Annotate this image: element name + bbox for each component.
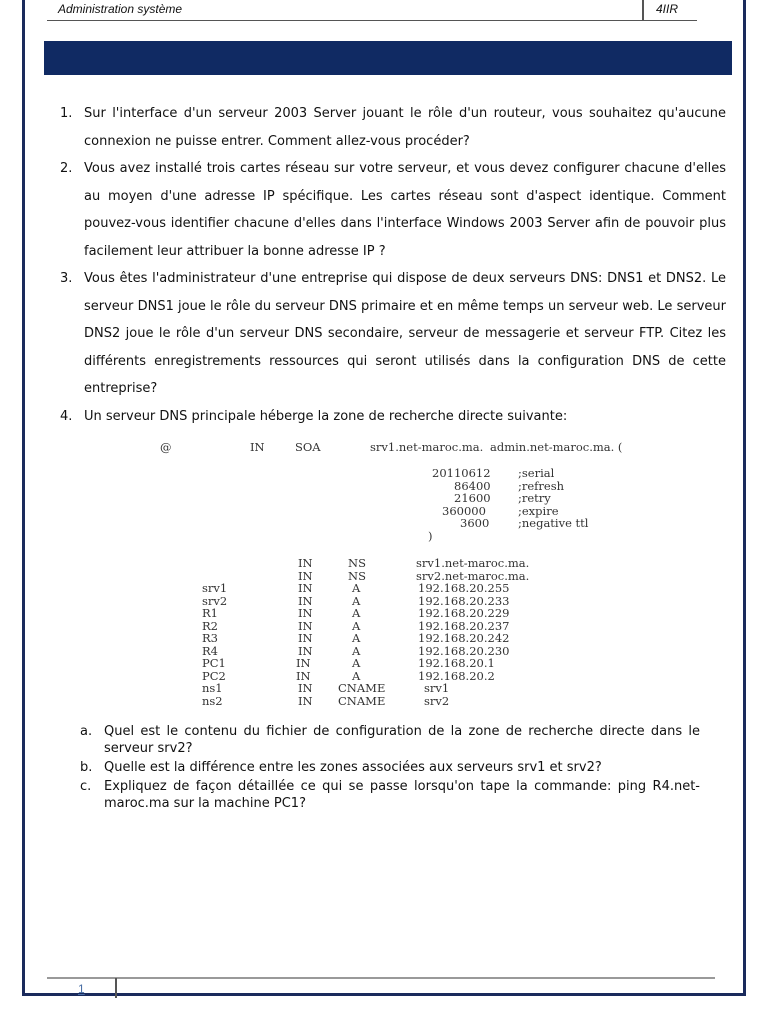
question-number: 1.: [60, 106, 73, 121]
record-data: srv2.net-maroc.ma.: [416, 568, 530, 583]
subquestion-label: b.: [80, 760, 93, 775]
question-text: Sur l'interface d'un serveur 2003 Server jouant le rôle d'un routeur, vous souhaitez qu'aucune connexion ne puisse entrer. Comment allez-vous procéder?: [84, 106, 726, 149]
soa-close-paren: ): [428, 529, 433, 543]
record-type: NS: [348, 556, 366, 570]
subquestion-label: c.: [80, 779, 92, 794]
record-class: IN: [298, 593, 313, 608]
soa-serial-value: 20110612: [432, 466, 491, 480]
title-banner: [44, 41, 732, 75]
question-number: 4.: [60, 408, 73, 424]
question-text: Vous avez installé trois cartes réseau sur votre serveur, et vous devez configurer chacune d'elles au moyen d'une adresse IP spécifique. Les cartes réseau sont d'aspect identique. Comment pouvez-vous identifier chacune d'elles dans l'interface Windows 2003 Server afin de pouvoir plus facilement leur attribuer la bonne adresse IP ?: [84, 161, 726, 259]
record-name: ns1: [202, 681, 223, 695]
question-text: Vous êtes l'administrateur d'une entreprise qui dispose de deux serveurs DNS: DNS1 et DNS2. Le serveur DNS1 joue le rôle du serveur DNS primaire et en même temps un serveur web. Le serveur DNS2 joue le rôle d'un serveur DNS secondaire, serveur de messagerie et serveur FTP. Citez les différents enregistrements ressources qui seront utilisés dans la configuration DNS de cette entreprise?: [84, 271, 726, 396]
soa-expire-value: 360000: [442, 503, 486, 518]
soa-retry-value: 21600: [454, 491, 491, 505]
footer-divider: [115, 978, 117, 998]
record-type: A: [352, 606, 361, 620]
record-name: PC2: [202, 668, 226, 683]
record-name: srv1: [202, 581, 228, 595]
record-class: IN: [298, 568, 313, 583]
record-type: CNAME: [338, 693, 386, 708]
record-data: 192.168.20.229: [418, 606, 510, 620]
record-class: IN: [298, 631, 313, 645]
record-type: A: [352, 631, 361, 645]
page-number[interactable]: 1: [78, 982, 85, 996]
header-divider: [642, 0, 644, 21]
record-class: IN: [298, 681, 313, 695]
record-type: A: [352, 618, 361, 633]
soa-type: SOA: [295, 440, 321, 454]
subquestion-label: a.: [80, 724, 93, 739]
record-data: 192.168.20.233: [418, 593, 510, 608]
soa-refresh-comment: ;refresh: [518, 478, 565, 493]
subquestion-list: [80, 723, 700, 814]
record-name: PC1: [202, 656, 226, 670]
header-rule: [47, 20, 697, 21]
record-type: A: [352, 593, 361, 608]
question-list: [60, 100, 726, 430]
record-type: A: [352, 581, 361, 595]
record-class: IN: [298, 606, 313, 620]
soa-ttl-value: 3600: [460, 516, 490, 530]
record-type: CNAME: [338, 681, 386, 695]
record-class: IN: [298, 618, 313, 633]
record-data: 192.168.20.255: [418, 581, 510, 595]
question-text: Un serveur DNS principale héberge la zone de recherche directe suivante:: [84, 408, 568, 424]
record-data: 192.168.20.237: [418, 618, 510, 633]
question-number: 2.: [60, 161, 73, 176]
question-item: [60, 403, 726, 431]
record-type: A: [352, 668, 361, 683]
soa-expire-comment: ;expire: [518, 503, 559, 518]
subquestion-text: Quel est le contenu du fichier de configuration de la zone de recherche directe dans le serveur srv2?: [104, 724, 700, 756]
subquestion-text: Quelle est la différence entre les zones associées aux serveurs srv1 et srv2?: [104, 760, 602, 775]
footer-rule: [47, 977, 715, 979]
record-data: 192.168.20.2: [418, 668, 495, 683]
question-item: [60, 100, 726, 155]
subquestion-item: [80, 778, 700, 812]
subquestion-item: [80, 759, 700, 776]
soa-ttl-comment: ;negative ttl: [518, 516, 589, 530]
record-name: R1: [202, 606, 218, 620]
soa-refresh-value: 86400: [454, 478, 491, 493]
record-type: NS: [348, 568, 366, 583]
record-data: 192.168.20.242: [418, 631, 510, 645]
soa-retry-comment: ;retry: [518, 491, 551, 505]
soa-rname: admin.net-maroc.ma. (: [490, 440, 623, 454]
record-data: srv1.net-maroc.ma.: [416, 556, 530, 570]
record-name: ns2: [202, 693, 223, 708]
record-class: IN: [298, 581, 313, 595]
soa-owner: @: [160, 440, 172, 454]
record-class: IN: [298, 556, 313, 570]
subquestion-item: [80, 723, 700, 757]
record-data: 192.168.20.230: [418, 643, 510, 658]
record-type: A: [352, 643, 361, 658]
record-class: IN: [296, 656, 311, 670]
soa-mname: srv1.net-maroc.ma.: [370, 440, 484, 454]
record-name: R2: [202, 618, 218, 633]
record-class: IN: [296, 668, 311, 683]
question-item: [60, 265, 726, 403]
soa-class: IN: [250, 440, 265, 454]
record-data: srv1: [424, 681, 450, 695]
header-class-label: 4IIR: [656, 2, 679, 16]
record-type: A: [352, 656, 361, 670]
record-class: IN: [298, 693, 313, 708]
subquestion-text: Expliquez de façon détaillée ce qui se passe lorsqu'on tape la commande: ping R4.net-maroc.ma sur la machine PC1?: [104, 779, 700, 811]
record-data: srv2: [424, 693, 450, 708]
record-name: R3: [202, 631, 218, 645]
record-data: 192.168.20.1: [418, 656, 495, 670]
question-item: [60, 155, 726, 265]
header-title: Administration système: [58, 2, 183, 16]
record-name: srv2: [202, 593, 228, 608]
record-name: R4: [202, 643, 218, 658]
dns-zone-file: [150, 438, 630, 710]
record-class: IN: [298, 643, 313, 658]
question-number: 3.: [60, 271, 73, 286]
soa-serial-comment: ;serial: [518, 466, 555, 480]
